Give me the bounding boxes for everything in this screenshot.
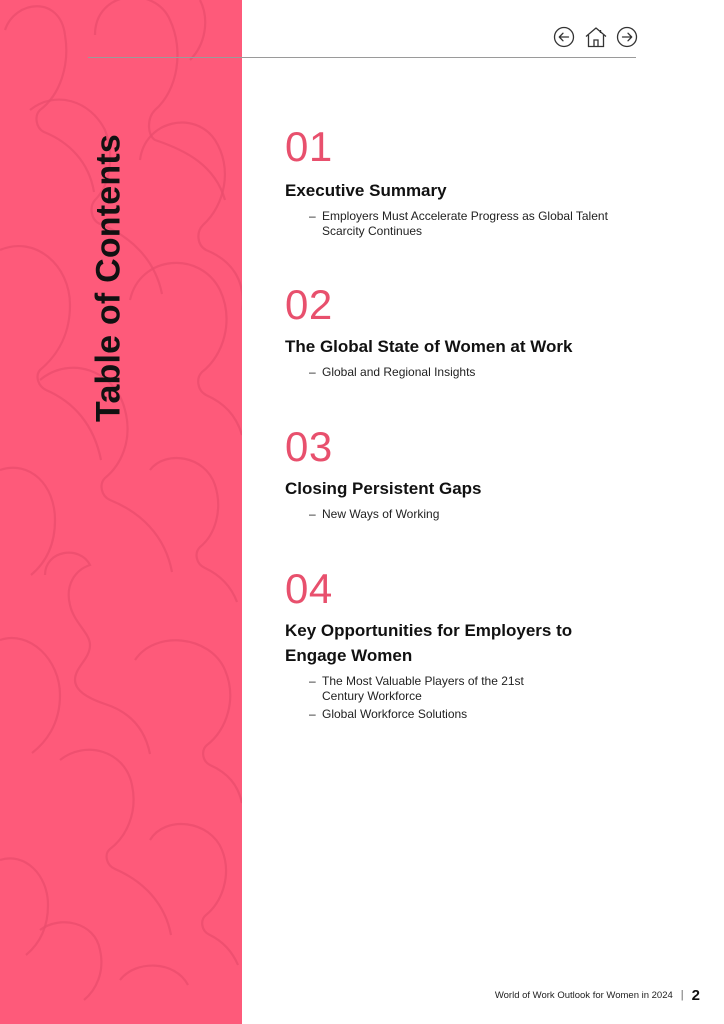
item-label: Global Workforce Solutions (322, 707, 468, 721)
publication-title: World of Work Outlook for Women in 2024 (494, 989, 673, 1001)
item-label: Employers Must Accelerate Progress as Global Talent Scarcity Continues (322, 209, 608, 238)
section-items (285, 674, 555, 722)
section-heading[interactable]: Closing Persistent Gaps (285, 479, 482, 498)
section-heading[interactable]: Key Opportunities for Employers to Engage Women (285, 621, 573, 665)
section-number: 03 (285, 423, 333, 470)
page-footer (495, 987, 700, 1003)
arrow-left-circle-icon[interactable] (553, 26, 575, 48)
section-number: 04 (285, 565, 333, 612)
section-number: 01 (285, 123, 333, 170)
section-heading[interactable]: Executive Summary (285, 181, 447, 200)
section-items (285, 507, 645, 522)
home-icon[interactable] (584, 26, 608, 48)
section-items (285, 209, 645, 239)
list-item[interactable]: – Global and Regional Insights (309, 365, 476, 379)
header-divider (88, 57, 636, 58)
toc-section-4[interactable] (285, 565, 595, 725)
sidebar-panel (0, 0, 242, 1024)
section-number: 02 (285, 281, 333, 328)
list-item[interactable]: – The Most Valuable Players of the 21st Century Workforce (309, 674, 524, 703)
item-label: Global and Regional Insights (322, 365, 476, 379)
page-title: Table of Contents (89, 134, 128, 422)
list-item[interactable]: – Global Workforce Solutions (309, 707, 468, 721)
page-number: 2 (691, 986, 700, 1004)
footer-separator: | (680, 989, 684, 1001)
list-item[interactable]: – Employers Must Accelerate Progress as Global Talent Scarcity Continues (309, 209, 608, 238)
list-item[interactable]: – New Ways of Working (309, 507, 440, 521)
toc-section-2[interactable] (285, 281, 645, 383)
section-heading[interactable]: The Global State of Women at Work (285, 337, 573, 356)
section-items (285, 365, 645, 380)
toc-section-3[interactable] (285, 423, 645, 525)
item-label: New Ways of Working (322, 507, 440, 521)
toc-section-1[interactable] (285, 123, 645, 242)
arrow-right-circle-icon[interactable] (616, 26, 638, 48)
item-label: The Most Valuable Players of the 21st Century Workforce (322, 674, 524, 703)
